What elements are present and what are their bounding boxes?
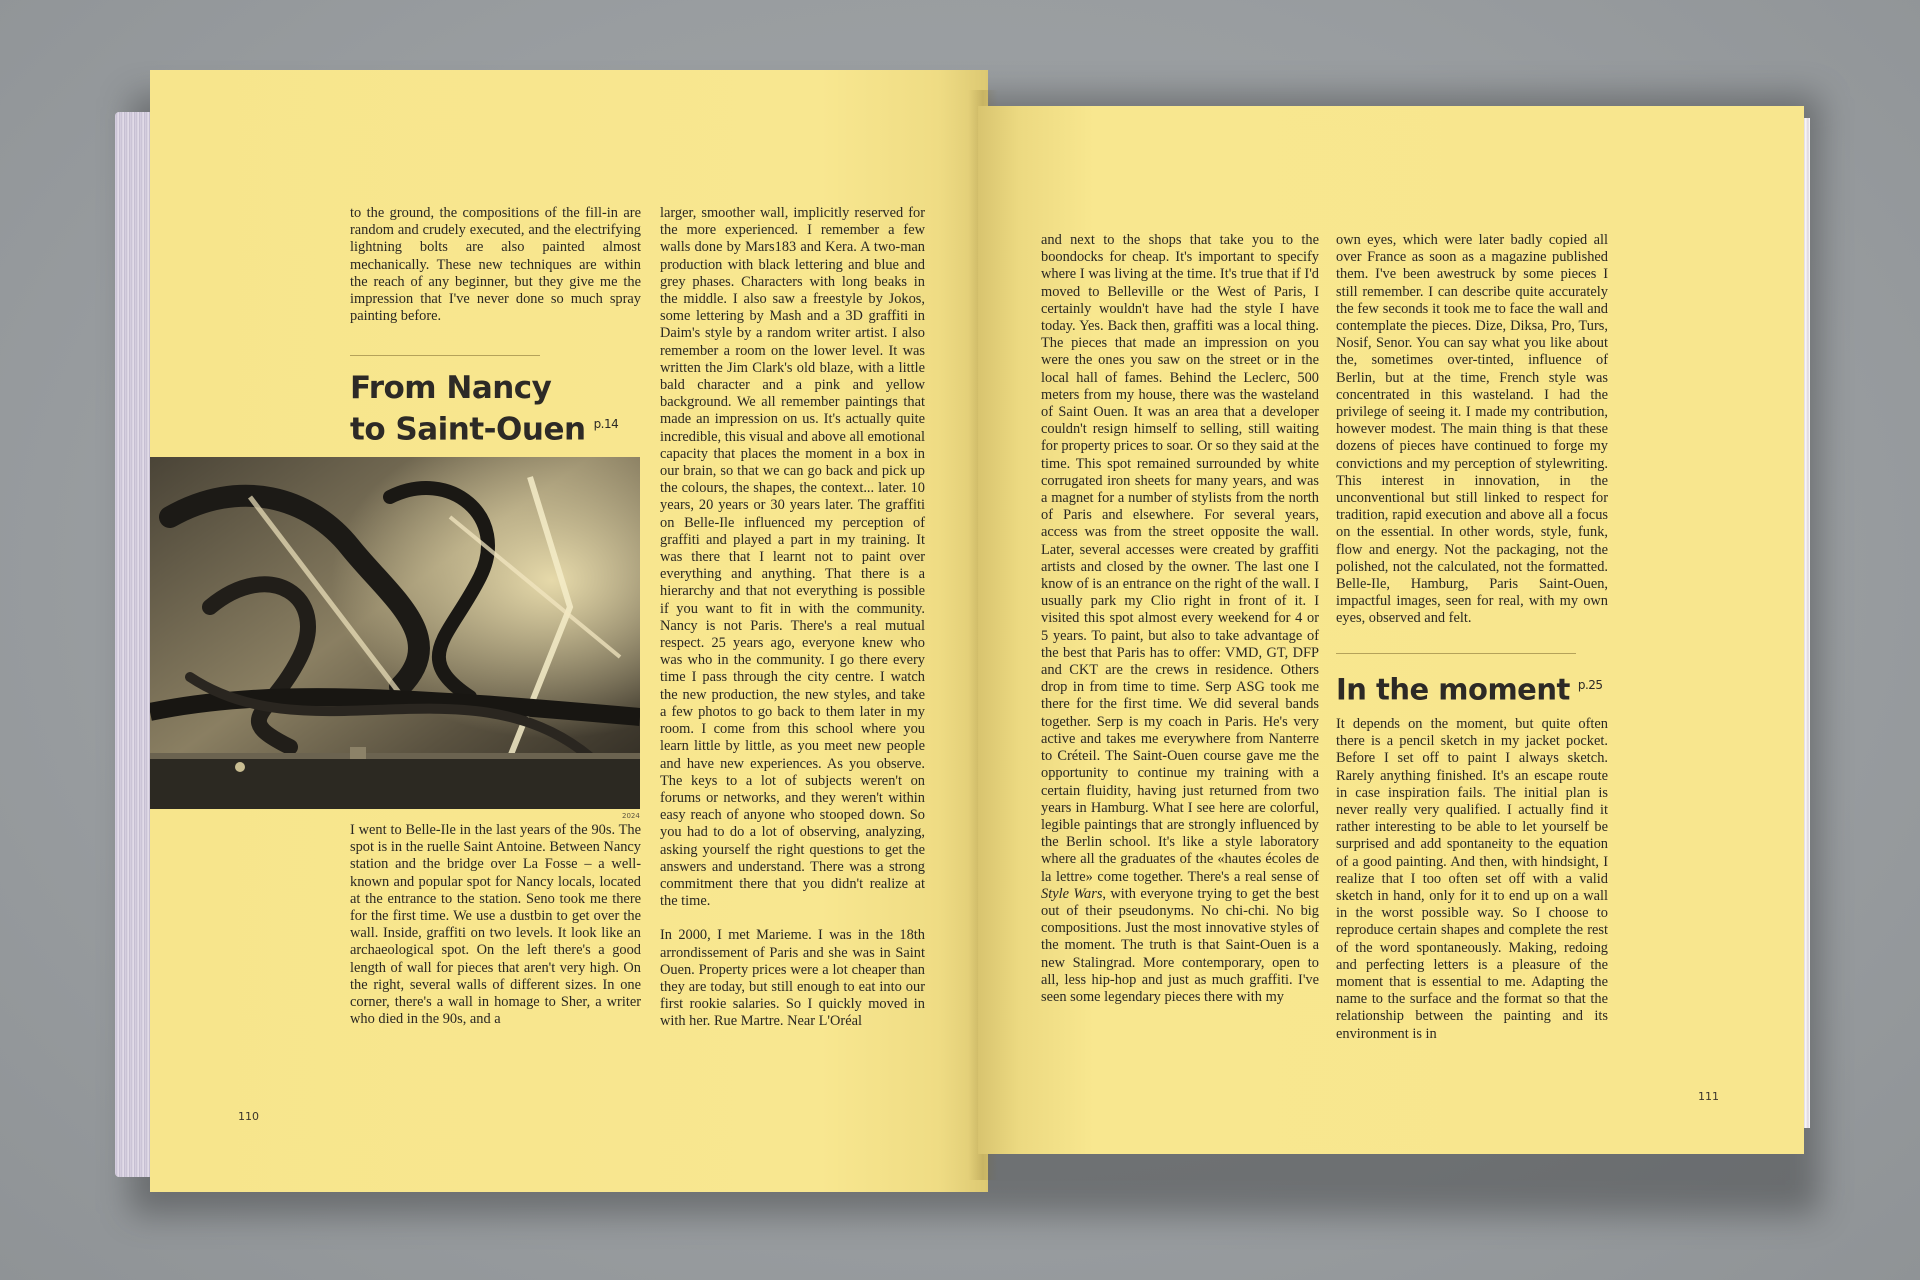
- heading-line-2-text: to Saint-Ouen: [350, 411, 586, 448]
- section-rule-right: [1336, 653, 1576, 654]
- right-col2-bottom-paragraph: It depends on the moment, but quite often there is a pencil sketch in my jacket pocket. Before I set off to paint I always sketch. Rarely anything finished. It's an escape route in case inspiration fails. The initial plan is never really very qualified. I actually find it rather interesting to be able to let yourself be surprised and add spontaneity to the equation of a good painting. And then, with hindsight, I realize that I too often set off with a valid sketch in hand, only for it to end up on a wall in the worst possible way. So I choose to reproduce certain shapes and complete the rest of the word spontaneously. Making, redoing and perfecting letters is a pleasure of the moment that is essential to me. Adapting the name to the surface and the format so that the relationship between the painting and its environment is in: [1336, 716, 1608, 1042]
- right-col1-text-a: and next to the shops that take you to the boondocks for cheap. It's important to specify where I was living at the time. It's true that if I'd moved to Belleville or the West of Paris, I certainly wouldn't have had the style I have today. Yes. Back then, graffiti was a local thing. The pieces that made an impression on you were the ones you saw on the street or in the local hall of fames. Behind the Leclerc, 500 meters from my house, there was the wasteland of Saint Ouen. It was an area that a developer couldn't resign himself to selling, still waiting for property prices to soar. Or so they said at the time. This spot remained surrounded by white corrugated iron sheets for many years, and was a magnet for a number of stylists from the north of Paris and elsewhere. For several years, access was from the street opposite the wall. Later, several accesses were created by graffiti artists and closed by the owner. The last one I know of is an entrance on the right of the wall. I usually park my Clio right in front of it. I visited this spot almost every weekend for 4 or 5 years. To paint, but also to take advantage of the best that Paris has to offer: VMD, GT, DFP and CKT are the crews in residence. Others drop in from time to time. Serp ASG took me there for the first time. We did several bands together. Serp is my coach in Paris. He's very active and takes me everywhere from Nanterre to Créteil. The Saint-Ouen course gave me the opportunity to continue my training with a certain fluidity, having just returned from two years in Hamburg. What I see here are colorful, legible paintings that are strongly influenced by the Berlin school. It's like a style laboratory where all the graduates of the «hautes écoles de la lettre» come together. There's a real sense of: [1041, 232, 1319, 885]
- section-heading: [350, 370, 618, 447]
- heading-right-text: In the moment: [1336, 672, 1570, 707]
- right-col1-text-b: , with everyone trying to get the best out of their pseudonyms. No chi-chi. No big compositions. Just the most innovative styles of the moment. The truth is that Saint-Ouen is a new Stalingrad. More contemporary, open to all, less hip-hop and just as much graffiti. I've seen some legendary pieces there with my: [1041, 885, 1319, 1005]
- graffiti-photo-graphic: [150, 457, 640, 809]
- right-col1-italic-title: Style Wars: [1041, 885, 1103, 902]
- page-number-right: 111: [1698, 1090, 1719, 1103]
- right-col1-paragraph: [1041, 232, 1319, 1006]
- left-col2: [660, 205, 925, 1031]
- heading-line-1: From Nancy: [350, 370, 552, 406]
- photo-caption: 2024: [622, 812, 640, 820]
- left-col1-top: [350, 205, 641, 325]
- page-number-left: 110: [238, 1110, 259, 1123]
- page-reference: p.14: [593, 417, 619, 431]
- page-reference-right: p.25: [1577, 678, 1603, 692]
- left-page: [150, 70, 988, 1192]
- left-col2-paragraph-2: In 2000, I met Marieme. I was in the 18th arrondissement of Paris and she was in Saint Ouen. Property prices were a lot cheaper than they are today, but still enough to eat into our first rookie salaries. So I quickly moved in with her. Rue Martre. Near L'Oréal: [660, 927, 925, 1030]
- right-col1: [1041, 232, 1319, 1006]
- right-page: [978, 106, 1804, 1154]
- graffiti-photo: [150, 457, 640, 809]
- right-col2-bottom: [1336, 716, 1608, 1043]
- right-col2-top-paragraph: own eyes, which were later badly copied all over France as soon as a magazine published them. I've been awestruck by some pieces I still remember. I can describe quite accurately the few seconds it took me to face the wall and contemplate the pieces. Dize, Diksa, Pro, Turs, Nosif, Senor. You can say what you like about the, sometimes over-tinted, influence of Berlin, but at the time, French style was concentrated in this wasteland. I had the privilege of seeing it. I made my contribution, however modest. The main thing is that these dozens of pieces have continued to forge my convictions and my perception of stylewriting. This interest in innovation, in the unconventional but still linked to respect for tradition, rapid execution and above all a focus on the essential. In other words, style, funk, flow and energy. Not the packaging, not the polished, not the calculated, not the formatted. Belle-Ile, Hamburg, Paris Saint-Ouen, impactful images, seen for real, with my own eyes, observed and felt.: [1336, 232, 1608, 627]
- page-stack-left: [115, 112, 155, 1177]
- section-heading-right: [1336, 668, 1603, 707]
- left-col1-bottom: [350, 822, 641, 1028]
- left-col1-bottom-paragraph: I went to Belle-Ile in the last years of the 90s. The spot is in the ruelle Saint Antoine. Between Nancy station and the bridge over La Fosse – a well-known and popular spot for Nancy locals, located at the entrance to the station. Seno took me there for the first time. We use a dustbin to get over the wall. Inside, graffiti on two levels. It look like an archaeological spot. On the left there's a good length of wall for pieces that aren't very high. On the right, several walls of different sizes. In one corner, there's a wall in homage to Sher, a writer who died in the 90s, and a: [350, 822, 641, 1028]
- heading-line-2: [350, 406, 618, 447]
- right-col2-top: [1336, 232, 1608, 628]
- left-col1-top-paragraph: to the ground, the compositions of the fill-in are random and crudely executed, and the electrifying lightning bolts are also painted almost mechanically. These new techniques are within the reach of any beginner, but they give me the impression that I've never done so much spray painting before.: [350, 205, 641, 325]
- section-rule: [350, 355, 540, 356]
- left-col2-paragraph-1: larger, smoother wall, implicitly reserved for the more experienced. I remember a few walls done by Mars183 and Kera. A two-man production with black lettering and blue and grey phases. Characters with long beaks in the middle. I also saw a freestyle by Jokos, some lettering by Mash and a 3D graffiti in Daim's style by a random writer artist. I also remember a room on the lower level. It was written the Jim Clark's old blaze, with a little bald character and a pink and yellow background. We all remember paintings that made an impression on us. It's actually quite incredible, this visual and above all emotional capacity that places the moment in a box in our brain, so that we can go back and pick up the colours, the shapes, the context... later. 10 years, 20 years or 30 years later. The graffiti on Belle-Ile influenced my perception of graffiti and played a part in my training. It was there that I learnt not to paint over everything and anything. That there is a hierarchy and that not everything is possible if you want to fit in with the community. Nancy is not Paris. There's a real mutual respect. 25 years ago, everyone knew who was who in the community. I go there every time I pass through the city centre. I watch the new production, the new styles, and take a few photos to go back to them later in my room. I come from this school where you learn little by little, as you meet new people and have new experiences. As you observe. The keys to a lot of subjects weren't on forums or networks, and they weren't within easy reach of anyone who stooped down. So you had to do a lot of observing, analyzing, asking yourself the right questions to get the answers and understand. There was a strong commitment there that you didn't realize at the time.: [660, 205, 925, 910]
